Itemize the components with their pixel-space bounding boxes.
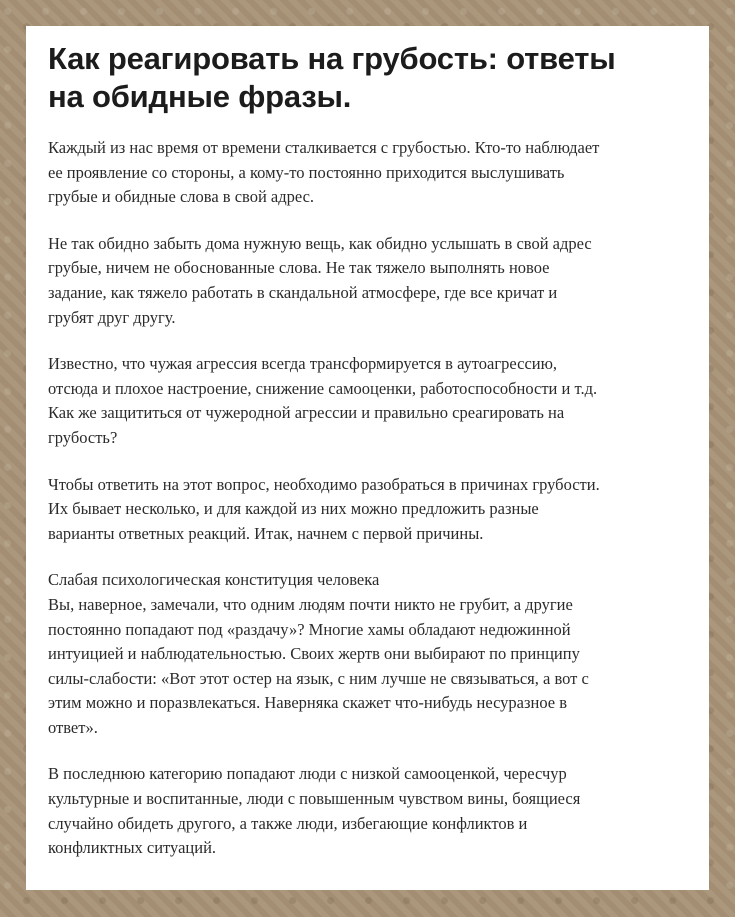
text-line: этим можно и поразвлекаться. Наверняка скажет что-нибудь несуразное в — [48, 693, 568, 713]
text-line: грубят друг другу. — [48, 307, 176, 327]
text-line: Каждый из нас время от времени сталкивается с грубостью. Кто-то наблюдает — [48, 138, 600, 157]
title-line: Как реагировать на грубость: ответы — [48, 41, 616, 76]
paragraph-intro — [48, 136, 687, 210]
text-line: Вы, наверное, замечали, что одним людям почти никто не грубит, а другие — [48, 594, 573, 614]
paragraph-aggression — [48, 352, 687, 450]
text-line: случайно обидеть другого, а также люди, избегающие конфликтов и — [48, 813, 528, 833]
text-line: отсюда и плохое настроение, снижение самооценки, работоспособности и т.д. — [48, 378, 598, 398]
text-line: культурные и воспитанные, люди с повышенным чувством вины, боящиеся — [48, 789, 581, 809]
title-line: на обидные фразы. — [48, 79, 352, 114]
text-line: силы-слабости: «Вот этот остер на язык, с ним лучше не связываться, а вот с — [48, 668, 589, 688]
article-card — [26, 26, 709, 890]
paragraph-weak-constitution — [48, 568, 687, 740]
text-line: Известно, что чужая агрессия всегда трансформируется в аутоагрессию, — [48, 354, 558, 374]
text-line: Не так обидно забыть дома нужную вещь, как обидно услышать в свой адрес — [48, 233, 592, 253]
text-line: интуицией и наблюдательностью. Своих жертв они выбирают по принципу — [48, 644, 580, 664]
text-line: ответ». — [48, 717, 98, 737]
text-line: Чтобы ответить на этот вопрос, необходимо разобраться в причинах грубости. — [48, 474, 600, 494]
paragraph-last-category — [48, 762, 687, 860]
article-title — [48, 40, 687, 116]
text-line: грубые, ничем не обоснованные слова. Не так тяжело выполнять новое — [48, 258, 550, 278]
text-line: Их бывает несколько, и для каждой из них можно предложить разные — [48, 499, 539, 519]
text-line: задание, как тяжело работать в скандальной атмосфере, где все кричат и — [48, 282, 558, 302]
text-line: В последнюю категорию попадают люди с низкой самооценкой, чересчур — [48, 764, 567, 784]
text-line: варианты ответных реакций. Итак, начнем с первой причины. — [48, 523, 484, 543]
text-line: грубые и обидные слова в свой адрес. — [48, 187, 315, 207]
text-line: постоянно попадают под «раздачу»? Многие хамы обладают недюжинной — [48, 619, 571, 639]
paragraph-causes — [48, 473, 687, 547]
text-line: конфликтных ситуаций. — [48, 838, 217, 858]
paragraph-comparison — [48, 232, 687, 330]
text-line: Как же защититься от чужеродной агрессии и правильно среагировать на — [48, 403, 565, 423]
text-line: ее проявление со стороны, а кому-то постоянно приходится выслушивать — [48, 162, 565, 182]
text-line: грубость? — [48, 427, 118, 447]
section-subheading: Слабая психологическая конституция человека — [48, 570, 380, 590]
